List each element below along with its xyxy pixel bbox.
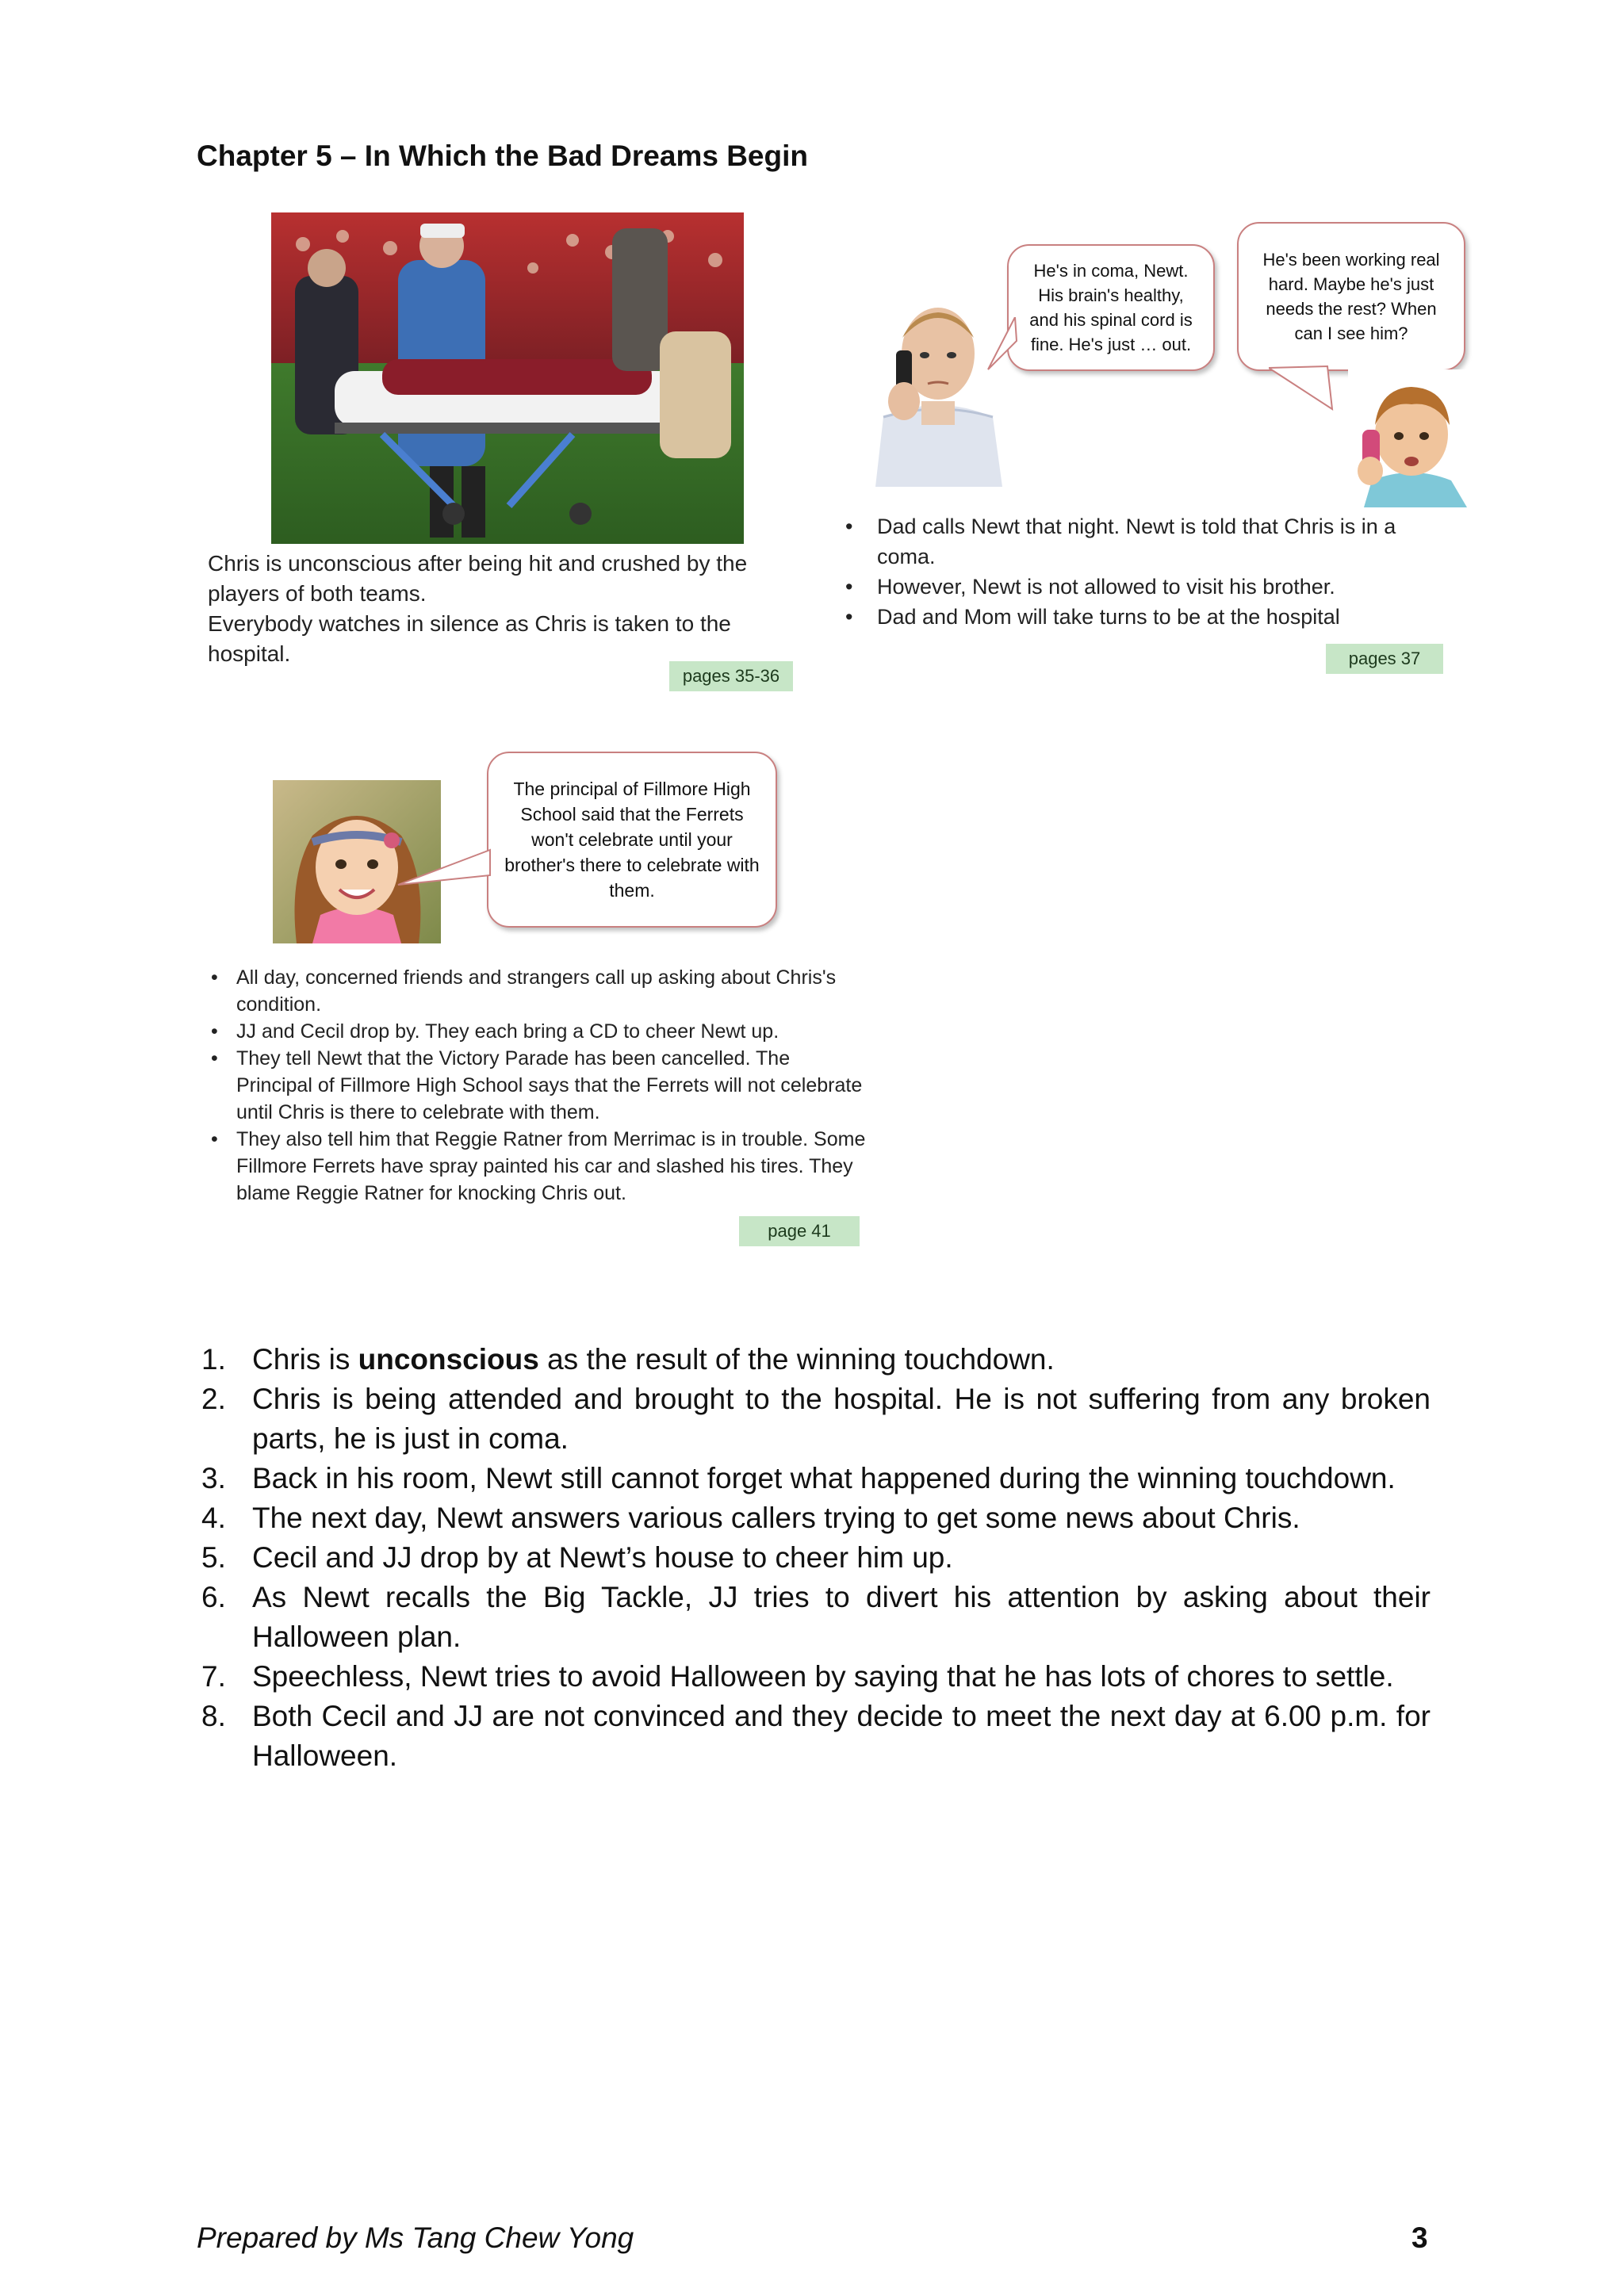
list-text: The next day, Newt answers various callers trying to get some news about Chris. bbox=[252, 1502, 1300, 1534]
section1-page-tag: pages 35-36 bbox=[669, 661, 793, 691]
list-number: 3. bbox=[201, 1462, 226, 1494]
caption-line: Chris is unconscious after being hit and crushed by the bbox=[208, 551, 748, 576]
list-text: As Newt recalls the Big Tackle, JJ tries to divert his attention by asking about their Halloween plan. bbox=[252, 1581, 1431, 1653]
summary-list bbox=[197, 1340, 1431, 1776]
footer-prepared-by: Prepared by Ms Tang Chew Yong bbox=[197, 2221, 634, 2254]
list-item: • They also tell him that Reggie Ratner from Merrimac is in trouble. Some Fillmore Ferrets have spray painted his car and slashed his tires. They blame Reggie Ratner for knocking Chris out. bbox=[211, 1126, 869, 1207]
list-item: • Dad calls Newt that night. Newt is told that Chris is in a coma. bbox=[845, 511, 1456, 572]
dad-speech-bubble: He's in coma, Newt. His brain's healthy, and his spinal cord is fine. He's just … out. bbox=[1007, 244, 1215, 371]
list-item: • They tell Newt that the Victory Parade has been cancelled. The Principal of Fillmore High School says that the Ferrets will not celebrate until Chris is there to celebrate with them. bbox=[211, 1045, 869, 1126]
section3-bullets bbox=[211, 964, 869, 1207]
list-text: as the result of the winning touchdown. bbox=[538, 1343, 1055, 1376]
list-item bbox=[197, 1538, 1431, 1578]
list-number: 1. bbox=[201, 1343, 226, 1376]
list-number: 2. bbox=[201, 1383, 226, 1415]
list-text: Speechless, Newt tries to avoid Halloween by saying that he has lots of chores to settle. bbox=[252, 1660, 1394, 1693]
chapter-title: Chapter 5 – In Which the Bad Dreams Begin bbox=[197, 140, 808, 172]
girl-bubble-tail bbox=[396, 848, 492, 888]
list-number: 7. bbox=[201, 1660, 226, 1693]
list-item bbox=[197, 1340, 1431, 1380]
newt-speech-bubble: He's been working real hard. Maybe he's just needs the rest? When can I see him? bbox=[1237, 222, 1465, 371]
caption-line: hospital. bbox=[208, 641, 291, 666]
list-item bbox=[197, 1697, 1431, 1776]
list-text: Cecil and JJ drop by at Newt’s house to cheer him up. bbox=[252, 1541, 953, 1574]
list-item: • However, Newt is not allowed to visit his brother. bbox=[845, 572, 1456, 602]
list-text: Both Cecil and JJ are not convinced and they decide to meet the next day at 6.00 p.m. for Halloween. bbox=[252, 1700, 1431, 1772]
list-number: 4. bbox=[201, 1502, 226, 1534]
list-item: • JJ and Cecil drop by. They each bring a CD to cheer Newt up. bbox=[211, 1018, 869, 1045]
caption-line: Everybody watches in silence as Chris is taken to the bbox=[208, 611, 731, 636]
list-item bbox=[197, 1380, 1431, 1459]
section3-page-tag: page 41 bbox=[739, 1216, 860, 1246]
newt-on-phone-photo bbox=[1348, 369, 1475, 507]
section2-page-tag: pages 37 bbox=[1326, 644, 1443, 674]
caption-line: players of both teams. bbox=[208, 581, 427, 606]
list-number: 6. bbox=[201, 1581, 226, 1613]
list-item bbox=[197, 1459, 1431, 1498]
list-text: Back in his room, Newt still cannot forget what happened during the winning touchdown. bbox=[252, 1462, 1396, 1494]
list-number: 8. bbox=[201, 1700, 226, 1732]
dad-bubble-tail bbox=[986, 317, 1018, 373]
list-text-bold: unconscious bbox=[358, 1343, 539, 1376]
dad-on-phone-photo bbox=[868, 282, 1009, 487]
list-item bbox=[197, 1578, 1431, 1657]
page-number: 3 bbox=[1411, 2221, 1428, 2254]
list-item bbox=[197, 1498, 1431, 1538]
list-number: 5. bbox=[201, 1541, 226, 1574]
list-text: Chris is bbox=[252, 1343, 358, 1376]
section1-caption bbox=[208, 549, 810, 669]
girl-speech-bubble: The principal of Fillmore High School said that the Ferrets won't celebrate until your brother's there to celebrate with them. bbox=[487, 752, 777, 928]
list-item: • Dad and Mom will take turns to be at the hospital bbox=[845, 602, 1456, 632]
newt-bubble-tail bbox=[1269, 365, 1340, 412]
list-item: • All day, concerned friends and strangers call up asking about Chris's condition. bbox=[211, 964, 869, 1018]
stretcher-photo bbox=[271, 212, 744, 544]
list-text: Chris is being attended and brought to the hospital. He is not suffering from any broken parts, he is just in coma. bbox=[252, 1383, 1431, 1455]
list-item bbox=[197, 1657, 1431, 1697]
section2-bullets bbox=[845, 511, 1456, 632]
